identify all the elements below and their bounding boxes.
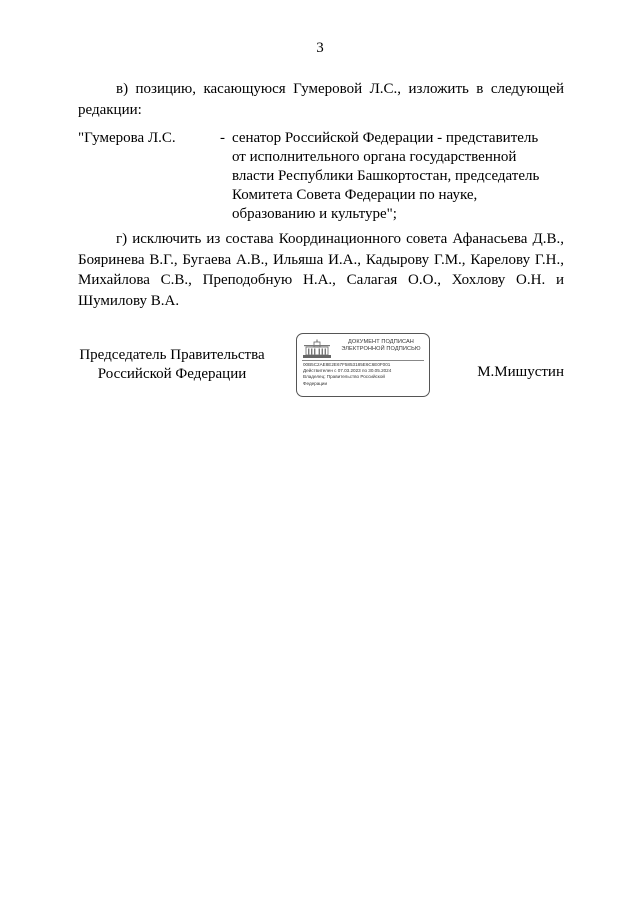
stamp-header: ДОКУМЕНТ ПОДПИСАН ЭЛЕКТРОННОЙ ПОДПИСЬЮ: [341, 339, 421, 352]
paragraph-g: г) исключить из состава Координационного совета Афанасьева Д.В., Бояринева В.Г., Бугаева А.В., Ильяша И.А., Кадырову Г.М., Карелову Г.Н., Михайлова С.В., Преподобную Н.А., Салагая О.О., Хохлову О.Н. и Шумилову В.А.: [78, 231, 564, 309]
stamp-owner-line-1: Владелец: Правительство Российской: [303, 374, 385, 380]
entry-description: сенатор Российской Федерации - представитель от исполнительного органа государственной власти Республики Башкортостан, председатель Комитета Совета Федерации по науке, образованию и культуре";: [232, 130, 540, 222]
government-emblem-icon: [302, 339, 332, 359]
entry-dash: -: [220, 130, 225, 146]
entry-name: "Гумерова Л.С.: [78, 130, 176, 146]
stamp-divider: [302, 360, 424, 361]
stamp-validity: Действителен с 07.03.2023 по 30.05.2024: [303, 368, 392, 374]
electronic-signature-stamp: [296, 333, 430, 397]
signer-title: Председатель Правительства Российской Федерации: [79, 347, 265, 382]
stamp-owner-line-2: Федерации: [303, 380, 328, 386]
stamp-certificate: 00B5C2AE8E2E67F5853185E6C6E0F001: [303, 362, 391, 367]
page-number: 3: [316, 40, 324, 56]
stamp-details: [303, 362, 427, 387]
paragraph-v: в) позицию, касающуюся Гумеровой Л.С., изложить в следующей редакции:: [78, 81, 564, 118]
signer-name: М.Мишустин: [477, 364, 564, 380]
